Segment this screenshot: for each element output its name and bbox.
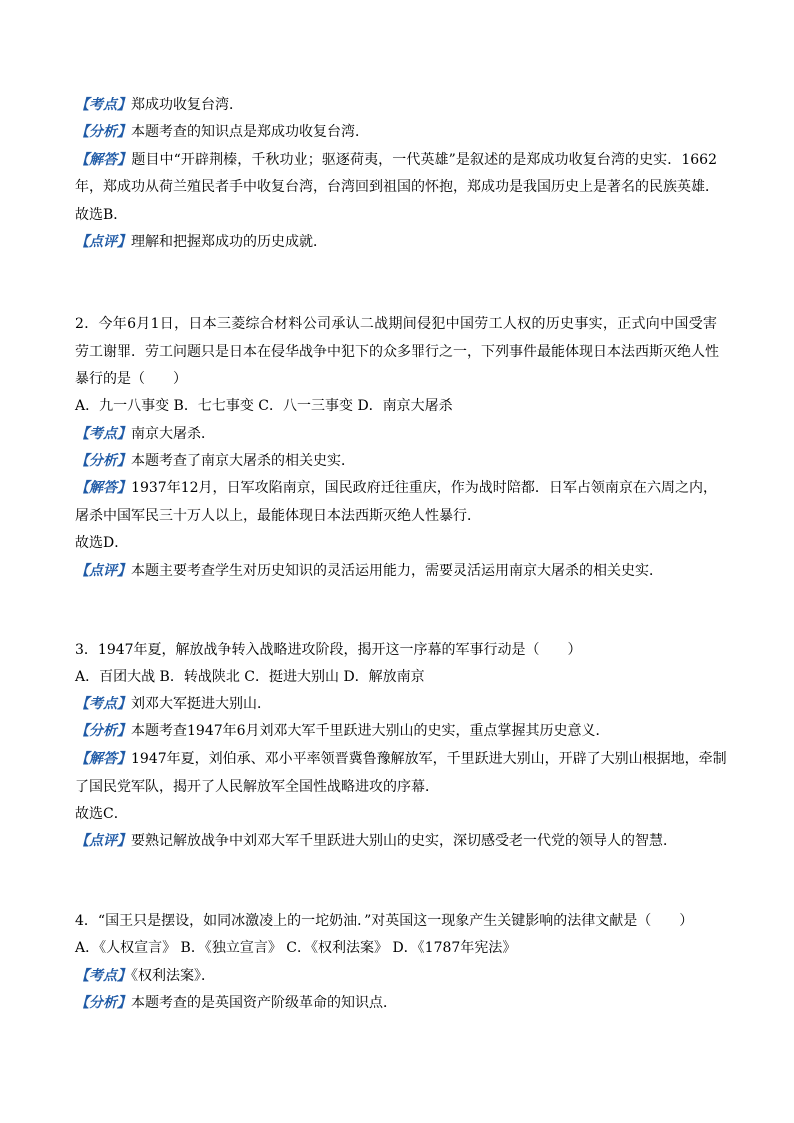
q2-jieda-text-1: 1937年12月，日军攻陷南京，国民政府迁往重庆，作为战时陪都．日军占领南京在六周之内， (131, 480, 717, 496)
kaodian-tag: 【考点】 (75, 696, 131, 712)
q1-fenxi-text: 本题考查的知识点是郑成功收复台湾． (131, 124, 369, 140)
q2-fenxi-line (75, 451, 355, 471)
q2-dianping-text: 本题主要考查学生对历史知识的灵活运用能力，需要灵活运用南京大屠杀的相关史实． (131, 563, 663, 579)
q3-kaodian-text: 刘邓大军挺进大别山． (131, 696, 271, 712)
jieda-tag: 【解答】 (75, 152, 132, 168)
q4-kaodian-line (75, 966, 215, 986)
fenxi-tag: 【分析】 (75, 453, 131, 469)
q2-kaodian-text: 南京大屠杀． (131, 426, 215, 442)
q3-options: A．百团大战 B．转战陕北 C．挺进大别山 D．解放南京 (75, 669, 425, 685)
q3-fenxi-text: 本题考查1947年6月刘邓大军千里跃进大别山的史实，重点掌握其历史意义． (131, 723, 610, 739)
q1-jieda-text-1: 题目中“开辟荆榛，千秋功业；驱逐荷夷，一代英雄”是叙述的是郑成功收复台湾的史实．1662 (131, 152, 717, 168)
q2-options: A．九一八事变 B．七七事变 C．八一三事变 D．南京大屠杀 (75, 398, 453, 414)
q2-jieda-line-1 (75, 478, 717, 498)
q3-kaodian-line (75, 694, 271, 714)
fenxi-tag: 【分析】 (75, 124, 131, 140)
q3-jieda-line-1 (75, 749, 727, 769)
dianping-tag: 【点评】 (75, 833, 131, 849)
q2-fenxi-text: 本题考查了南京大屠杀的相关史实． (131, 453, 355, 469)
q3-dianping-line (75, 831, 677, 851)
q3-jieda-line-2: 了国民党军队，揭开了人民解放军全国性战略进攻的序幕． (75, 779, 439, 795)
kaodian-tag: 【考点】 (75, 97, 131, 113)
q1-fenxi-line (75, 122, 369, 142)
q1-jieda-line-1 (75, 150, 717, 170)
q1-jieda-line-2: 年，郑成功从荷兰殖民者手中收复台湾，台湾回到祖国的怀抱，郑成功是我国历史上是著名的民族英雄． (75, 179, 719, 195)
q3-dianping-text: 要熟记解放战争中刘邓大军千里跃进大别山的史实，深切感受老一代党的领导人的智慧． (131, 833, 677, 849)
q4-kaodian-text: 《权利法案》． (131, 968, 215, 984)
fenxi-tag: 【分析】 (75, 723, 131, 739)
q2-stem-line-2: 劳工谢罪．劳工问题只是日本在侵华战争中犯下的众多罪行之一，下列事件最能体现日本法西斯灭绝人性 (75, 344, 719, 360)
jieda-tag: 【解答】 (75, 480, 132, 496)
q1-answer: 故选B． (75, 207, 128, 223)
q2-jieda-line-2: 屠杀中国军民三十万人以上，最能体现日本法西斯灭绝人性暴行． (75, 508, 481, 524)
dianping-tag: 【点评】 (75, 563, 131, 579)
q2-stem-line-3: 暴行的是（ ） (75, 371, 187, 387)
q1-dianping-line (75, 232, 327, 252)
q1-dianping-text: 理解和把握郑成功的历史成就． (131, 234, 327, 250)
q2-dianping-line (75, 561, 663, 581)
kaodian-tag: 【考点】 (75, 426, 131, 442)
q4-fenxi-line (75, 993, 397, 1013)
q2-stem-line-1: 2．今年6月1日，日本三菱综合材料公司承认二战期间侵犯中国劳工人权的历史事实，正式向中国受害 (75, 316, 717, 332)
jieda-tag: 【解答】 (75, 751, 131, 767)
q4-options: A．《人权宣言》 B．《独立宣言》 C．《权利法案》 D．《1787年宪法》 (75, 940, 517, 956)
q3-answer: 故选C． (75, 806, 128, 822)
dianping-tag: 【点评】 (75, 234, 131, 250)
q1-kaodian-text: 郑成功收复台湾． (131, 97, 243, 113)
q2-kaodian-line (75, 424, 215, 444)
q1-kaodian-line (75, 95, 243, 115)
q4-stem-line-1: 4．“国王只是摆设，如同冰激凌上的一坨奶油．”对英国这一现象产生关键影响的法律文献是（ ） (75, 913, 694, 929)
q2-answer: 故选D． (75, 535, 129, 551)
fenxi-tag: 【分析】 (75, 995, 131, 1011)
kaodian-tag: 【考点】 (75, 968, 131, 984)
q4-fenxi-text: 本题考查的是英国资产阶级革命的知识点． (131, 995, 397, 1011)
q3-stem-line-1: 3．1947年夏，解放战争转入战略进攻阶段，揭开这一序幕的军事行动是（ ） (75, 642, 582, 658)
q3-jieda-text-1: 1947年夏，刘伯承、邓小平率领晋冀鲁豫解放军，千里跃进大别山，开辟了大别山根据地，牵制 (131, 751, 727, 767)
q3-fenxi-line (75, 721, 610, 741)
